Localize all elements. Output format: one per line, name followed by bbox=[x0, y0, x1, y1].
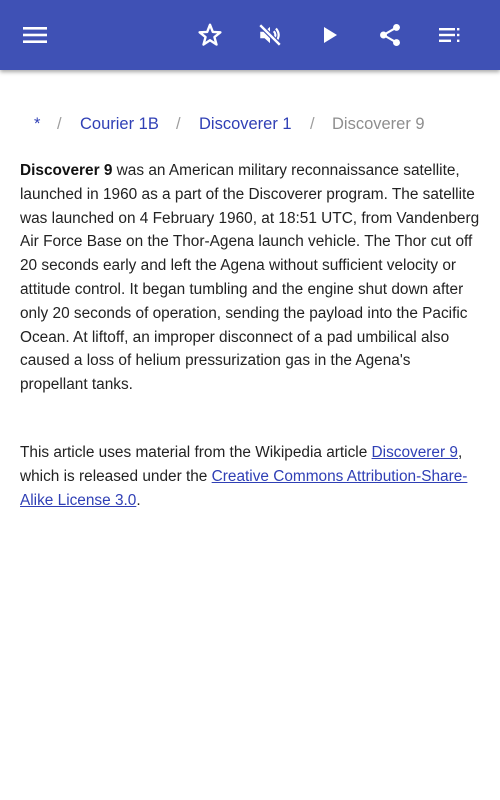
breadcrumb-item-discoverer-1[interactable]: Discoverer 1 bbox=[199, 115, 292, 133]
share-icon bbox=[377, 22, 403, 48]
attribution-suffix: . bbox=[136, 491, 141, 509]
menu-button[interactable] bbox=[15, 15, 55, 55]
favorite-button[interactable] bbox=[190, 15, 230, 55]
breadcrumb-separator: / bbox=[310, 115, 315, 133]
license-link[interactable]: Creative Commons Attribution-Share-Alike License 3.0 bbox=[20, 467, 468, 509]
breadcrumb-item-root[interactable]: * bbox=[34, 115, 41, 133]
volume-off-icon bbox=[257, 22, 283, 48]
attribution-prefix: This article uses material from the Wikipedia article bbox=[20, 444, 372, 461]
playlist-icon bbox=[437, 24, 463, 46]
play-button[interactable] bbox=[310, 15, 350, 55]
mute-button[interactable] bbox=[250, 15, 290, 55]
article-body bbox=[20, 159, 482, 397]
breadcrumb-item-current: Discoverer 9 bbox=[332, 115, 425, 133]
breadcrumb bbox=[20, 112, 480, 138]
breadcrumb-separator: / bbox=[176, 115, 181, 133]
article-title: Discoverer 9 bbox=[20, 162, 113, 179]
contents-button[interactable] bbox=[430, 15, 470, 55]
attribution-note bbox=[20, 441, 482, 512]
play-icon bbox=[319, 24, 341, 46]
article-text: was an American military reconnaissance satellite, launched in 1960 as a part of the Discoverer program. The satellite was launched on 4 February 1960, at 18:51 UTC, from Vandenberg Air Force Base on the Thor-Agena launch vehicle. The Thor cut off 20 seconds early and left the Agena without sufficient velocity or attitude control. It began tumbling and the engine shut down after only 20 seconds of operation, sending the payload into the Pacific Ocean. At liftoff, an improper disconnect of a pad umbilical also caused a loss of helium pressurization gas in the Agena's propellant tanks. bbox=[20, 162, 480, 394]
share-button[interactable] bbox=[370, 15, 410, 55]
star-outline-icon bbox=[197, 22, 223, 48]
app-bar bbox=[0, 0, 500, 70]
article-paragraph bbox=[20, 159, 482, 397]
breadcrumb-separator: / bbox=[57, 115, 62, 133]
wikipedia-article-link[interactable]: Discoverer 9 bbox=[371, 444, 458, 461]
breadcrumb-item-courier-1b[interactable]: Courier 1B bbox=[80, 115, 159, 133]
attribution-middle: , which is released under the bbox=[20, 444, 463, 485]
menu-icon bbox=[22, 25, 48, 45]
